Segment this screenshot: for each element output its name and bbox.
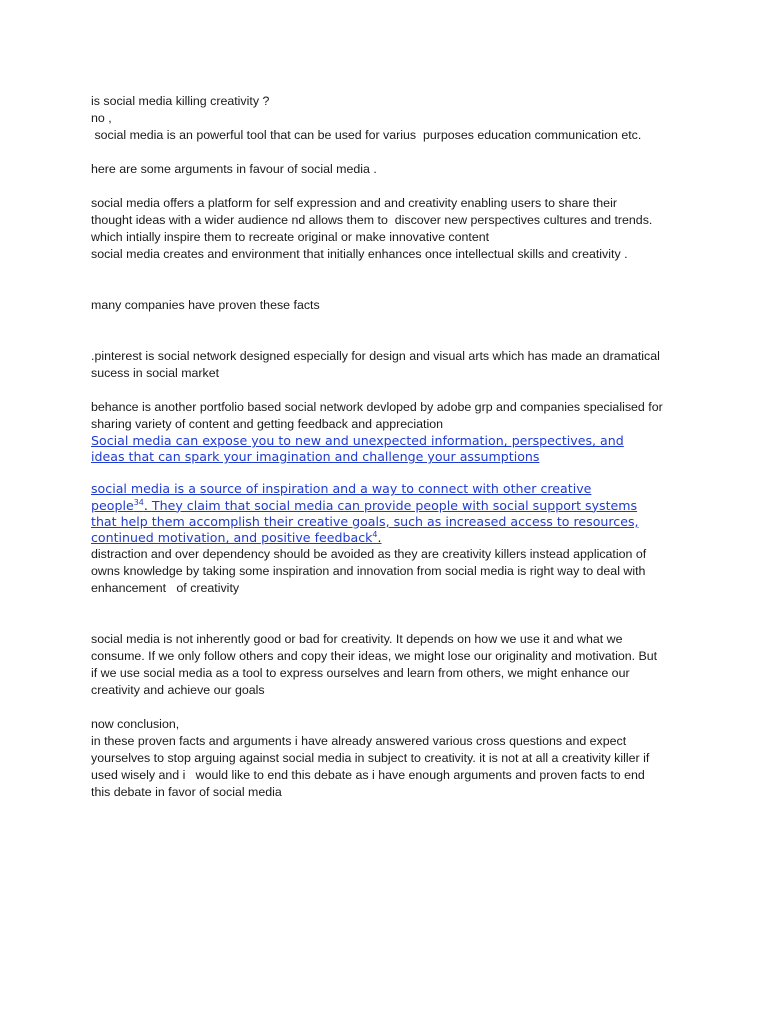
quoted-link-1-line-2[interactable]: ideas that can spark your imagination and challenge your assumptions: [91, 449, 540, 465]
footnote-ref-34[interactable]: 34: [133, 497, 144, 507]
quoted-link-2-line-4[interactable]: [91, 530, 691, 546]
neutral-line-3: if we use social media as a tool to express ourselves and learn from others, we might enhance our: [91, 666, 630, 681]
quoted-link-2[interactable]: [91, 481, 691, 546]
neutral-line-4: creativity and achieve our goals: [91, 683, 265, 698]
conclusion-line-1: in these proven facts and arguments i have already answered various cross questions and expect: [91, 734, 627, 749]
quoted-link-2-separator: .: [143, 497, 152, 513]
neutral-line-1: social media is not inherently good or bad for creativity. It depends on how we use it and what we: [91, 632, 623, 647]
quoted-link-1[interactable]: [91, 433, 691, 465]
quoted-link-2-line-2[interactable]: [91, 498, 691, 514]
quoted-link-2-period: .: [377, 530, 382, 546]
intro-line: social media is an powerful tool that can be used for varius purposes education communication etc.: [91, 128, 642, 142]
conclusion-line-2: yourselves to stop arguing against social media in subject to creativity. it is not at all a creativity killer if: [91, 751, 650, 766]
conclusion-line-3: used wisely and i would like to end this debate as i have enough arguments and proven facts to end: [91, 768, 645, 783]
companies-line: many companies have proven these facts: [91, 298, 320, 312]
quoted-link-2-feedback[interactable]: continued motivation, and positive feedback: [91, 530, 373, 546]
footnote-ref-4[interactable]: 4: [372, 529, 378, 539]
arguments-intro: here are some arguments in favour of social media .: [91, 162, 377, 176]
pinterest-line-2: sucess in social market: [91, 366, 220, 380]
platform-paragraph-line-3: which intially inspire them to recreate original or make innovative content: [91, 230, 490, 244]
platform-paragraph-line-1: social media offers a platform for self expression and and creativity enabling users to share their: [91, 196, 617, 210]
title-line: is social media killing creativity ?: [91, 94, 270, 108]
quoted-link-2-line-1[interactable]: social media is a source of inspiration and a way to connect with other creative: [91, 481, 592, 497]
document-body: [91, 93, 691, 801]
conclusion-line-4: this debate in favor of social media: [91, 785, 282, 800]
conclusion-label: now conclusion,: [91, 717, 180, 732]
quoted-link-1-line-1[interactable]: Social media can expose you to new and unexpected information, perspectives, and: [91, 433, 624, 448]
behance-line-2: sharing variety of content and getting feedback and appreciation: [91, 417, 443, 431]
distraction-line-2: owns knowledge by taking some inspiration and innovation from social media is right way to deal with: [91, 564, 646, 579]
answer-line: no ,: [91, 111, 112, 125]
neutral-line-2: consume. If we only follow others and copy their ideas, we might lose our originality and motivation. But: [91, 649, 658, 664]
quoted-link-2-line-3[interactable]: that help them accomplish their creative goals, such as increased access to resources,: [91, 513, 639, 529]
pinterest-line-1: .pinterest is social network designed especially for design and visual arts which has made an dramatical: [91, 349, 660, 363]
distraction-line-3: enhancement of creativity: [91, 581, 240, 596]
quoted-link-2-people[interactable]: people: [91, 497, 134, 513]
quoted-link-2-claim[interactable]: They claim that social media can provide people with social support systems: [151, 497, 638, 513]
platform-paragraph-line-2: thought ideas with a wider audience nd allows them to discover new perspectives cultures and trends.: [91, 213, 653, 227]
behance-line-1: behance is another portfolio based social network devloped by adobe grp and companies specialised for: [91, 400, 663, 414]
distraction-line-1: distraction and over dependency should be avoided as they are creativity killers instead application of: [91, 547, 647, 562]
environment-line: social media creates and environment that initially enhances once intellectual skills and creativity .: [91, 247, 628, 261]
